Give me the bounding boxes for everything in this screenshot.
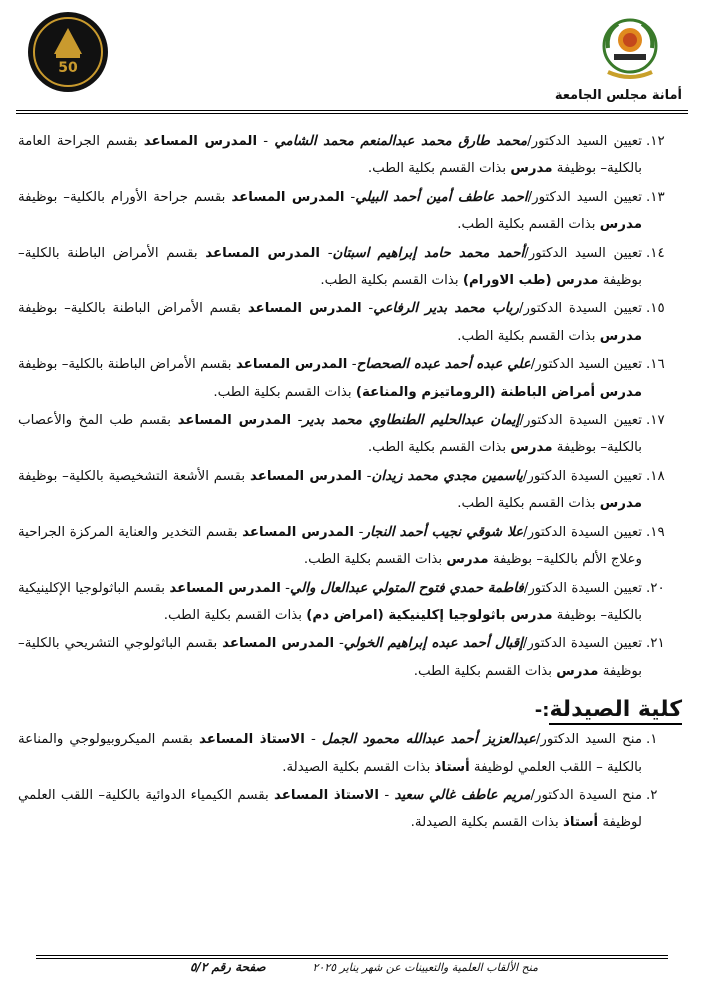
- emphasis-text: الاستاذ المساعد: [199, 732, 305, 748]
- emphasis-text: مدرس: [599, 496, 642, 512]
- item-text: بذات القسم بكلية الطب.: [457, 496, 600, 512]
- item-text: -: [291, 413, 303, 429]
- medicine-appointments-list: [18, 128, 682, 685]
- document-body: [18, 128, 682, 838]
- person-name: إيمان عبدالحليم الطنطاوي محمد بدير: [302, 413, 520, 429]
- emphasis-text: مدرس: [510, 440, 553, 456]
- item-text: -: [353, 524, 364, 540]
- person-name: مريم عاطف غالي سعيد: [394, 787, 531, 803]
- council-title: أمانة مجلس الجامعة: [554, 88, 682, 103]
- item-text: بقسم الأشعة التشخيصية بالكلية– بوظيفة: [18, 468, 250, 484]
- item-number: ١٣.: [646, 189, 665, 205]
- emphasis-text: مدرس أمراض الباطنة (الروماتيزم والمناعة): [355, 384, 642, 400]
- item-text: -: [361, 301, 374, 317]
- item-number: ١٤.: [646, 245, 665, 261]
- item-text: -: [257, 134, 275, 149]
- emphasis-text: مدرس باثولوجيا إكلينيكية (امراض دم): [306, 607, 553, 623]
- item-number: ١٩.: [646, 524, 665, 540]
- footer-description: منح الألقاب العلمية والتعيينات عن شهر يناير ٢٠٢٥: [312, 961, 538, 974]
- item-text: -: [280, 580, 291, 596]
- emphasis-text: المدرس المساعد: [242, 524, 354, 540]
- emphasis-text: المدرس المساعد: [247, 301, 362, 317]
- item-number: ٢٠.: [646, 580, 665, 596]
- section-title-suffix: :-: [534, 700, 550, 722]
- list-item: [18, 351, 682, 406]
- list-item: [18, 782, 682, 837]
- person-name: احمد عاطف أمين أحمد البيلي: [355, 189, 528, 205]
- emphasis-text: المدرس المساعد: [231, 189, 345, 205]
- item-text: -: [304, 732, 322, 748]
- item-text: بذات القسم بكلية الطب.: [303, 552, 447, 568]
- emphasis-text: المدرس المساعد: [177, 413, 292, 429]
- university-logo: [596, 14, 664, 84]
- item-text: بقسم الباثولوجيا الإكلينيكية بالكلية– بوظيفة: [18, 580, 642, 623]
- section-heading-pharmacy: [18, 697, 682, 722]
- svg-text:50: 50: [58, 60, 78, 76]
- item-text: بذات القسم بكلية الطب.: [457, 217, 600, 233]
- item-number: ١٥.: [646, 301, 665, 317]
- item-number: ١.: [646, 732, 658, 748]
- item-text: بذات القسم بكلية الطب.: [457, 328, 600, 344]
- item-text: تعيين السيدة الدكتور/: [519, 301, 642, 317]
- list-item: [18, 519, 682, 574]
- footer-rule: [36, 955, 668, 956]
- emphasis-text: المدرس المساعد: [169, 580, 281, 596]
- item-text: تعيين السيدة الدكتور/: [523, 580, 643, 596]
- item-text: تعيين السيد الدكتور/: [527, 134, 642, 149]
- item-text: بقسم الأمراض الباطنة بالكلية– بوظيفة: [18, 357, 236, 373]
- emphasis-text: مدرس: [510, 161, 553, 177]
- emphasis-text: مدرس: [446, 552, 489, 568]
- item-text: بذات القسم بكلية الطب.: [320, 273, 463, 289]
- item-text: تعيين السيد الدكتور/: [530, 357, 643, 373]
- anniversary-logo: [24, 8, 112, 96]
- list-item: [18, 407, 682, 462]
- person-name: أحمد محمد حامد إبراهيم اسبتان: [332, 245, 525, 261]
- item-text: بقسم الباثولوجي التشريحي بالكلية– بوظيفة: [18, 636, 642, 679]
- list-item: [18, 240, 682, 295]
- item-text: بقسم جراحة الأورام بالكلية– بوظيفة: [18, 189, 232, 205]
- section-title: كلية الصيدلة: [549, 697, 682, 725]
- item-text: بقسم الميكروبيولوجي والمناعة بالكلية – اللقب العلمي لوظيفة: [18, 732, 642, 775]
- item-text: بقسم الأمراض الباطنة بالكلية– بوظيفة: [18, 301, 248, 317]
- list-item: [18, 463, 682, 518]
- item-text: بقسم الأمراض الباطنة بالكلية– بوظيفة: [18, 245, 642, 289]
- emphasis-text: الاستاذ المساعد: [274, 787, 379, 803]
- item-text: بقسم طب المخ والأعصاب بالكلية– بوظيفة: [18, 413, 642, 456]
- item-text: -: [361, 468, 372, 484]
- person-name: فاطمة حمدي فتوح المتولي عبدالعال والي: [290, 580, 524, 596]
- item-text: بذات القسم بكلية الطب.: [413, 663, 557, 679]
- item-text: بقسم الكيمياء الدوائية بالكلية– اللقب العلمي لوظيفة: [18, 787, 642, 831]
- item-text: بقسم الجراحة العامة بالكلية– بوظيفة: [18, 134, 642, 177]
- list-item: [18, 184, 682, 239]
- item-number: ١٦.: [646, 357, 665, 373]
- header-rule: [16, 113, 688, 114]
- item-text: -: [379, 787, 395, 803]
- item-number: ١٢.: [646, 134, 665, 149]
- emphasis-text: المدرس المساعد: [205, 245, 321, 261]
- item-text: تعيين السيد الدكتور/: [527, 189, 642, 205]
- pharmacy-titles-list: [18, 726, 682, 837]
- person-name: علي عبده أحمد عبده الصحصاح: [356, 357, 531, 373]
- emphasis-text: المدرس المساعد: [235, 357, 348, 373]
- item-number: ٢١.: [646, 636, 665, 652]
- list-item: [18, 630, 682, 685]
- item-text: بذات القسم بكلية الطب.: [163, 607, 307, 623]
- list-item: [18, 726, 682, 781]
- item-text: بذات القسم بكلية الطب.: [367, 161, 511, 177]
- item-text: منح السيدة الدكتور/: [530, 787, 643, 803]
- item-number: ١٧.: [646, 413, 665, 429]
- emphasis-text: المدرس المساعد: [249, 468, 362, 484]
- item-text: -: [344, 189, 356, 205]
- emphasis-text: مدرس: [599, 328, 642, 344]
- person-name: إقبال أحمد عبده إبراهيم الخولي: [343, 636, 523, 652]
- person-name: عبدالعزيز أحمد عبدالله محمود الجمل: [321, 732, 536, 748]
- item-text: تعيين السيدة الدكتور/: [519, 413, 642, 429]
- item-text: تعيين السيد الدكتور/: [524, 245, 643, 261]
- item-text: -: [347, 357, 357, 373]
- list-item: [18, 575, 682, 630]
- item-number: ٢.: [646, 787, 658, 803]
- emphasis-text: مدرس (طب الاورام): [462, 273, 599, 289]
- person-name: رباب محمد بدير الرفاعي: [373, 301, 519, 317]
- item-text: بذات القسم بكلية الصيدلة.: [410, 815, 563, 831]
- item-text: -: [334, 636, 344, 652]
- person-name: محمد طارق محمد عبدالمنعم محمد الشامي: [274, 134, 528, 149]
- page-number: صفحة رقم ٥/٢: [190, 960, 266, 974]
- item-text: بذات القسم بكلية الطب.: [367, 440, 511, 456]
- person-name: علا شوقي نجيب أحمد النجار: [363, 524, 524, 540]
- header-rule: [16, 110, 688, 111]
- emphasis-text: أستاذ: [434, 759, 470, 775]
- emphasis-text: مدرس: [599, 217, 642, 233]
- list-item: [18, 128, 682, 183]
- item-text: تعيين السيدة الدكتور/: [522, 636, 643, 652]
- list-item: [18, 295, 682, 350]
- person-name: ياسمين مجدي محمد زيدان: [371, 468, 523, 484]
- item-text: بذات القسم بكلية الطب.: [213, 384, 356, 400]
- emphasis-text: مدرس: [556, 663, 599, 679]
- item-text: تعيين السيدة الدكتور/: [523, 524, 643, 540]
- item-number: ١٨.: [646, 468, 665, 484]
- emphasis-text: المدرس المساعد: [222, 636, 335, 652]
- emphasis-text: المدرس المساعد: [143, 134, 258, 149]
- footer-rule: [36, 958, 668, 959]
- item-text: -: [320, 245, 333, 261]
- item-text: تعيين السيدة الدكتور/: [522, 468, 643, 484]
- item-text: بقسم التخدير والعناية المركزة الجراحية وعلاج الألم بالكلية– بوظيفة: [18, 524, 642, 568]
- item-text: منح السيد الدكتور/: [535, 732, 643, 748]
- item-text: بذات القسم بكلية الصيدلة.: [282, 759, 435, 775]
- emphasis-text: أستاذ: [562, 815, 599, 831]
